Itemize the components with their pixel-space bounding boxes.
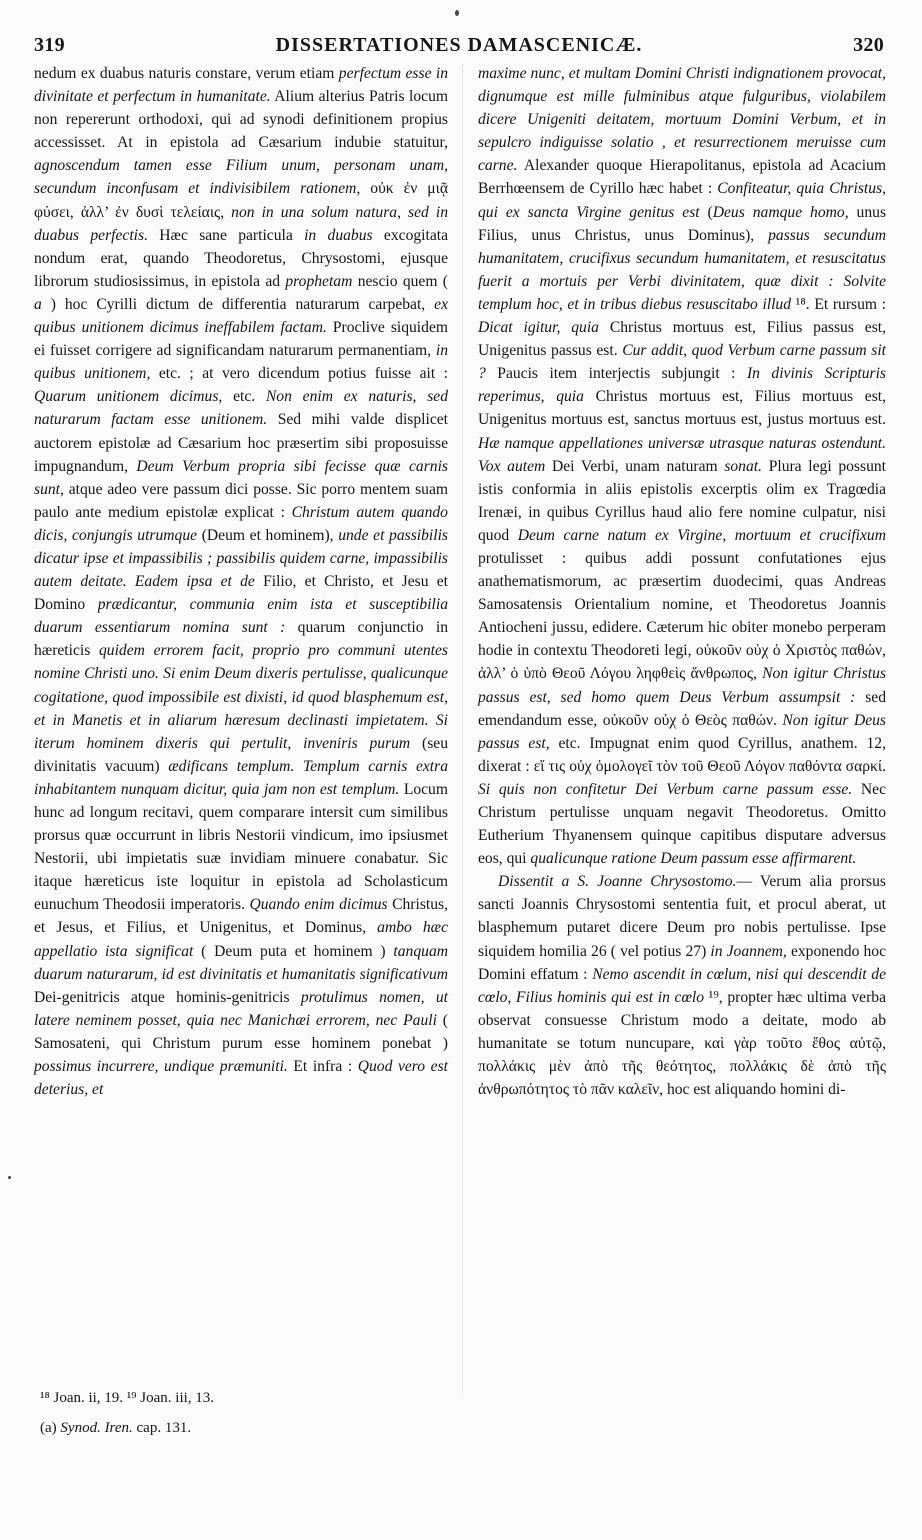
italic-run: Non igitur Christus passus est, sed homo quem Deus Verbum assumpsit : (478, 665, 886, 706)
footnote-mark: (a) (40, 1420, 57, 1436)
italic-run: Dissentit a S. Joanne Chrysostomo. (498, 873, 737, 891)
right-column-paragraph-1 (478, 62, 886, 870)
text-run: Christus mortuus est, Filius passus est, Unigenitus passus est. (478, 319, 886, 360)
text-run: Dei Verbi, unam naturam (545, 457, 725, 475)
text-run: Hæc sane particula (147, 226, 305, 244)
italic-run: Non igitur Deus passus est, (478, 711, 886, 752)
text-run: Et infra : (287, 1058, 358, 1076)
italic-run: tanquam duarum naturarum, id est divinitatis et humanitatis significativum (34, 942, 448, 983)
italic-run: Quarum unitionem dicimus, (34, 388, 223, 406)
text-run: Christus, et Jesus, et Filius, et Unigenitus, et Dominus, (34, 896, 448, 937)
text-run: protulisset : quibus addi possunt confutationes ejus anathematismorum, ac præsertim duodecimi, quas Andreas Samosatensis Orientalium nomine, et Theodoretus Joannis Antiocheni jussu, edidere. Cæterum hic obiter monebo perperam hodie in contextu Theodoreti legi, οὐκοῦν οὐχ ὁ Χριστὸς παθών, ἀλλ’ ὁ ὑπὸ Θεοῦ Λόγου ληφθεὶς ἄνθρωπος, (478, 549, 886, 683)
text-run: (seu divinitatis vacuum) (34, 734, 448, 775)
text-run: Alexander quoque Hierapolitanus, epistola ad Acacium Berrhœensem de Cyrillo hæc habet : (478, 157, 886, 198)
italic-run: Deum carne natum ex Virgine, mortuum et crucifixum (517, 526, 886, 544)
scan-speck (8, 1176, 11, 1179)
text-run: etc. Impugnat enim quod Cyrillus, anathem. 12, dixerat : εἴ τις οὐχ ὁμολογεῖ τὸν τοῦ Θεοῦ Λόγον παθόντα σαρκί. (478, 734, 887, 775)
italic-run: Hæ namque appellationes universæ utrasque naturas ostendunt. Vox autem (478, 434, 886, 475)
italic-run: ex quibus unitionem dicimus ineffabilem factam. (34, 295, 448, 337)
running-head (34, 34, 884, 62)
scan-speck (455, 10, 459, 16)
text-run: ¹⁹, propter hæc ultima verba observat consuesse Christum modo a deitate, modo ab humanitate se totum nuncupare, καὶ γὰρ τοῦτο ἔθος αὐτῷ, πολλάκις μὲν ἀπὸ τῆς θεότητος, πολλάκις δὲ ἀπὸ τῆς ἀνθρωπότητος τὸ πᾶν καλεῖν, hoc est aliquando homini di- (478, 988, 886, 1099)
text-run: quarum conjunctio in hæreticis (34, 619, 448, 660)
italic-run: Quod vero est deterius, et (34, 1058, 448, 1099)
text-run: Alium alterius Patris locum non repererunt orthodoxi, qui ad synodi definitionem propius accessisset. At in epistola ad Cæsarium indubie statuitur, (34, 88, 448, 152)
footnote-source (40, 1413, 460, 1443)
italic-run: Dicat igitur, quia (478, 319, 599, 337)
footnote-ref: Synod. Iren. (60, 1420, 133, 1436)
footnotes (40, 1383, 460, 1443)
page-number-right: 320 (853, 34, 884, 56)
text-run: Christus mortuus est, Filius mortuus est, Unigenitus mortuus est, sanctus mortuus est, justus mortuus est. (478, 388, 886, 429)
italic-run: qualicunque ratione Deum passum esse affirmarent. (530, 850, 857, 868)
right-column-paragraph-2 (478, 870, 886, 1101)
text-run: Dei-genitricis atque hominis-genitricis (34, 988, 301, 1006)
text-run: Nec Christum pertulisse unquam negavit Theodoretus. Omitto Eutherium Thyanensem quinque capitibus disputare adversus eos, qui (478, 780, 886, 868)
italic-run: protulimus nomen, ut latere neminem posset, quia nec Manichæi errorem, nec Pauli (34, 988, 448, 1029)
text-run: ¹⁸. Et rursum : (791, 295, 886, 313)
text-run: Plura legi possunt istis conformia in aliis epistolis excerptis olim ex Tragœdia Irenæi, in quibus Cyrillus haud alio fere nomine culpatur, nisi quod (478, 457, 886, 544)
text-run: ( Deum puta et hominem ) (193, 942, 394, 960)
italic-run: Non enim ex naturis, sed naturarum factam esse unitionem. (34, 388, 448, 429)
text-run: ( Samosateni, qui Christum purum esse hominem ponebat ) (34, 1011, 449, 1052)
column-divider (462, 64, 463, 1394)
footnote-tail: cap. 131. (132, 1420, 192, 1436)
text-run: ) hoc Cyrilli dictum de differentia naturarum carpebat, (41, 295, 435, 313)
italic-run: prophetam (285, 272, 353, 290)
text-run: (Deum et hominem), (197, 526, 339, 544)
italic-run: Cur addit, quod Verbum carne passum sit ? (478, 342, 887, 383)
text-run: nedum ex duabus naturis constare, verum etiam (34, 65, 339, 82)
italic-run: Deum Verbum propria sibi fecisse quæ carnis sunt, (34, 457, 448, 498)
page-number-left: 319 (34, 34, 65, 56)
italic-run: passus secundum humanitatem, crucifixus secundum humanitatem, et resuscitatus fuerit a mortuis per Verbi divinitatem, quæ dixit : Solvite templum hoc, et in tribus diebus resuscitabo illud (478, 226, 886, 313)
italic-run: ædificans templum. Templum carnis extra inhabitantem nunquam dicitur, quia jam non est templum. (34, 757, 448, 798)
left-column (34, 62, 448, 1101)
italic-run: Si quis non confitetur Dei Verbum carne passum esse. (478, 780, 853, 798)
italic-run: perfectum esse in divinitate et perfectum in humanitate. (34, 65, 449, 106)
italic-run: Quando enim dicimus (249, 896, 388, 914)
italic-run: quidem errorem facit, proprio pro communi utentes nomine Christi uno. Si enim Deum dixeris pertulisse, qualicunque cogitatione, quod impossibile est dixisti, id quod blasphemum est, et in Manetis et in aliarum hæresum declinasti impietatem. Si iterum hominem dixeris qui pertulit, inveniris purum (34, 642, 449, 752)
italic-run: Deus namque homo, (712, 203, 849, 221)
italic-run: In divinis Scripturis reperimus, quia (478, 365, 886, 406)
text-run: Paucis item interjectis subjungit : (485, 365, 747, 383)
running-title: DISSERTATIONES DAMASCENICÆ. (275, 34, 643, 56)
text-run: οὐκ ἐν μιᾷ φύσει, ἀλλ’ ἐν δυσὶ τελείαις, (34, 180, 448, 221)
text-run: Locum hunc ad longum recitavi, quem comparare intersit cum similibus prorsus quæ occurrunt in libris Nestorii vindicum, imo ipsiusmet Nestorii, ubi impietatis suæ invidiam minuere conabatur. Sic itaque hæreticus iste loquitur in epistola ad Scholasticum eunuchum Theodosii imperatoris. (34, 780, 448, 914)
text-run: nescio quem ( (352, 272, 448, 290)
text-run: ( (699, 203, 713, 221)
italic-run: prædicantur, communia enim ista et susceptibilia duarum essentiarum nomina sunt : (34, 596, 448, 637)
text-run: Filio, et Christo, et Jesu et Domino (34, 573, 448, 614)
italic-run: ambo hæc appellatio ista significat (34, 919, 449, 960)
text-run: Sed mihi valde displicet auctorem epistolæ ad Cæsarium hoc præsertim sibi proposuisse impugnandum, (34, 411, 448, 475)
italic-run: Christum autem quando dicis, conjungis utrumque (34, 503, 448, 544)
text-run: atque adeo vere passum dici posse. Sic porro mentem suam paulo ante medium epistolæ explicat : (34, 480, 448, 521)
text-run: sed emendandum esse, οὐκοῦν οὐχ ὁ Θεὸς παθών. (478, 688, 887, 729)
text-run: unus Filius, unus Christus, unus Dominus), (478, 203, 887, 244)
italic-run: Confiteatur, quia Christus, qui ex sancta Virgine genitus est (478, 180, 886, 221)
footnote-scripture: ¹⁸ Joan. ii, 19. ¹⁹ Joan. iii, 13. (40, 1390, 215, 1406)
right-column (478, 62, 886, 1101)
text-run: exponendo hoc Domini effatum : (478, 942, 886, 983)
italic-run: non in una solum natura, sed in duabus perfectis. (34, 203, 448, 244)
text-run: excogitata nondum erat, quando Theodoretus, Chrysostomi, ejusque librorum studiosissimus, in epistola ad (34, 226, 449, 290)
text-run: Proclive siquidem ei fuisset corrigere ad significandam naturarum permanentiam, (34, 319, 448, 360)
italic-run: in quibus unitionem, (34, 342, 448, 383)
italic-run: maxime nunc, et multam Domini Christi indignationem provocat, dignumque est mille fulminibus atque fulguribus, violabilem dicere Unigeniti deitatem, mortuum Domini Verbum, et in sepulcro indiguisse solatio , et resurrectionem meruisse cum carne. (478, 65, 886, 175)
italic-run: in duabus (304, 226, 373, 244)
italic-run: a (34, 295, 42, 313)
italic-run: in Joannem, (710, 942, 787, 960)
text-run: etc. (222, 388, 266, 406)
italic-run: unde et passibilis dicatur ipse et impassibilis ; passibilis quidem carne, impassibilis autem deitate. Eadem ipsa et de (34, 526, 448, 591)
italic-run: agnoscendum tamen esse Filium unum, personam unam, secundum inconfusam et indivisibilem rationem, (34, 157, 448, 198)
italic-run: possimus incurrere, undique præmuniti. (34, 1058, 288, 1076)
left-column-paragraph (34, 62, 448, 1101)
italic-run: Nemo ascendit in cœlum, nisi qui descendit de cœlo, Filius hominis qui est in cœlo (478, 965, 886, 1006)
text-run: — Verum alia prorsus sancti Joannis Chrysostomi sententia fuit, et procul aberat, ut blasphemum putaret dicere Deum pro nobis pertulisse. Ipse siquidem homilia 26 ( vel potius 27) (478, 873, 886, 960)
italic-run: sonat. (724, 457, 763, 475)
text-run: etc. ; at vero dicendum potius fuisse ait : (150, 365, 448, 383)
